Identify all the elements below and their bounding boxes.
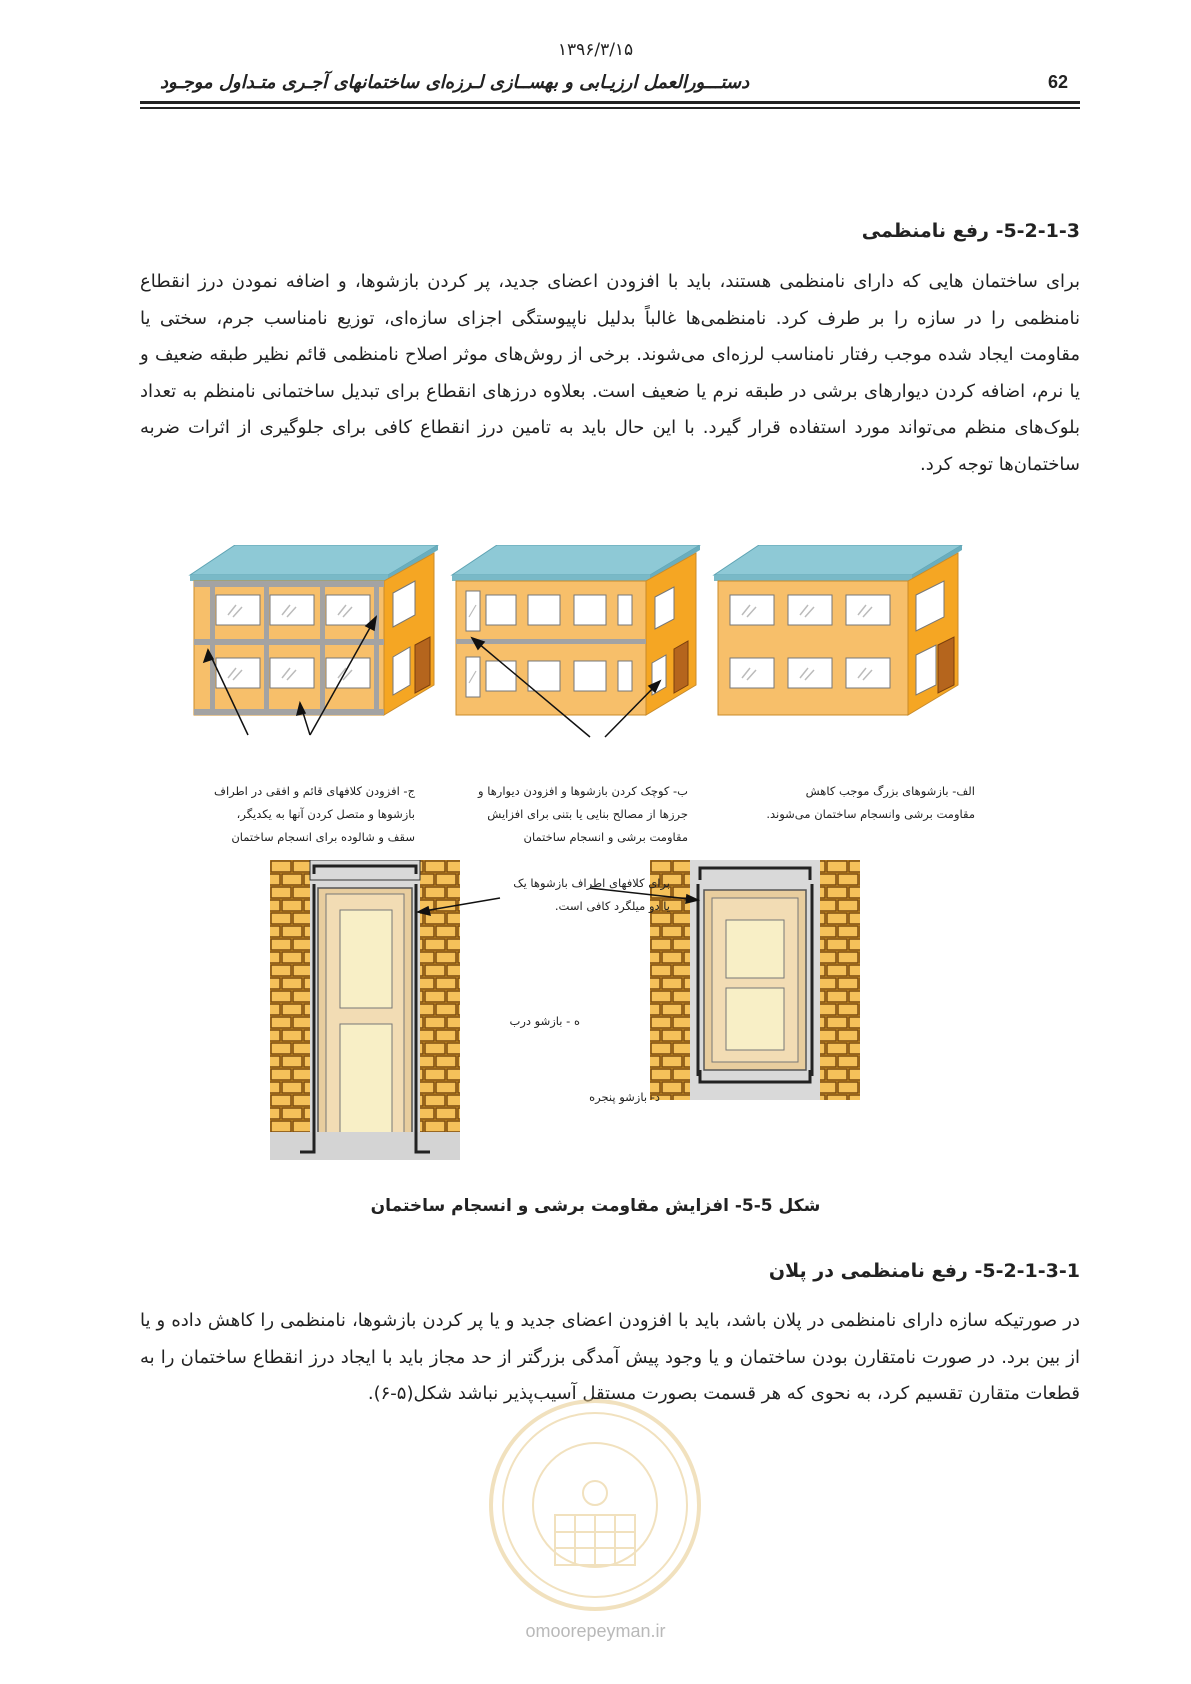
buildings-figure: [180, 545, 1040, 760]
building-b: [452, 545, 700, 715]
caption-c: ج- افزودن کلافهای قائم و افقی در اطراف بازشوها و متصل کردن آنها به یکدیگر، سقف و شالوده برای انسجام ساختمان: [214, 784, 415, 844]
header-rule-thin: [140, 107, 1080, 109]
section-heading-plan-irregularity: 5-2-1-3-1- رفع نامنظمی در پلان: [768, 1260, 1080, 1282]
page-number: 62: [1048, 72, 1069, 92]
caption-door: ه - بازشو درب: [509, 1014, 580, 1028]
watermark-site: omoorepeyman.ir: [525, 1621, 666, 1641]
section-paragraph-plan: در صورتیکه سازه دارای نامنظمی در پلان باشد، باید با افزودن اعضای جدید و یا پر کردن بازشوها، نامنظمی را کاهش داده و یا از بین برد. در صورت نامتقارن بودن ساختمان و یا وجود پیش آمدگی بزرگتر از حد مجاز باید با ایجاد درز انقطاع ساختمان را به قطعات متقارن تقسیم کرد، به نحوی که هر قسمت بصورت مستقل آسیب‌پذیر نباشد شکل(۵-۶).: [140, 1310, 1080, 1404]
section-paragraph: برای ساختمان هایی که دارای نامنظمی هستند، باید با افزودن اعضای جدید، پر کردن بازشوها، و اضافه نمودن درز انقطاع نامنظمی را در سازه را بر طرف کرد. نامنظمی‌ها غالباً بدلیل ناپیوستگی اجزای سازه‌ای، توزیع نامناسب جرم، سختی یا مقاومت ایجاد شده موجب رفتار نامناسب لرزه‌ای می‌شوند. برخی از روش‌های موثر اصلاح نامنظمی قائم نظیر طبقه ضعیف و یا نرم، اضافه کردن دیوارهای برشی در طبقه نرم یا ضعیف است. بعلاوه درزهای انقطاع برای تبدیل ساختمانی نامنظم به تعداد بلوک‌های منظم می‌تواند مورد استفاده قرار گیرد. با این حال باید به تامین درز انقطاع کافی برای جلوگیری از اثرات ضربه ساختمان‌ها توجه کرد.: [140, 271, 1080, 475]
section-heading-irregularity: 5-2-1-3- رفع نامنظمی: [861, 220, 1080, 242]
figure-caption: شکل 5-5- افزایش مقاومت برشی و انسجام ساختمان: [370, 1196, 821, 1216]
door-opening: [270, 860, 460, 1160]
caption-a: الف- بازشوهای بزرگ موجب کاهش مقاومت برشی وانسجام ساختمان می‌شوند.: [766, 784, 975, 821]
header-date: ۱۳۹۶/۳/۱۵: [557, 40, 634, 60]
caption-rebar: برای کلافهای اطراف بازشوها یک یا دو میلگرد کافی است.: [513, 876, 670, 913]
window-opening: [650, 860, 860, 1100]
caption-b: ب- کوچک کردن بازشوها و افزودن دیوارها و جرزها از مصالح بنایی یا بتنی برای افزایش مقاومت برشی و انسجام ساختمان: [477, 784, 688, 844]
running-title: دستـــورالعمل ارزیـابی و بهســازی لـرزه‌ای ساختمانهای آجـری متـداول موجـود: [160, 72, 750, 93]
header-rule: [140, 101, 1080, 104]
caption-window: د- بازشو پنجره: [589, 1090, 660, 1104]
building-a: [714, 545, 962, 715]
watermark-seal-icon: [470, 1395, 720, 1615]
